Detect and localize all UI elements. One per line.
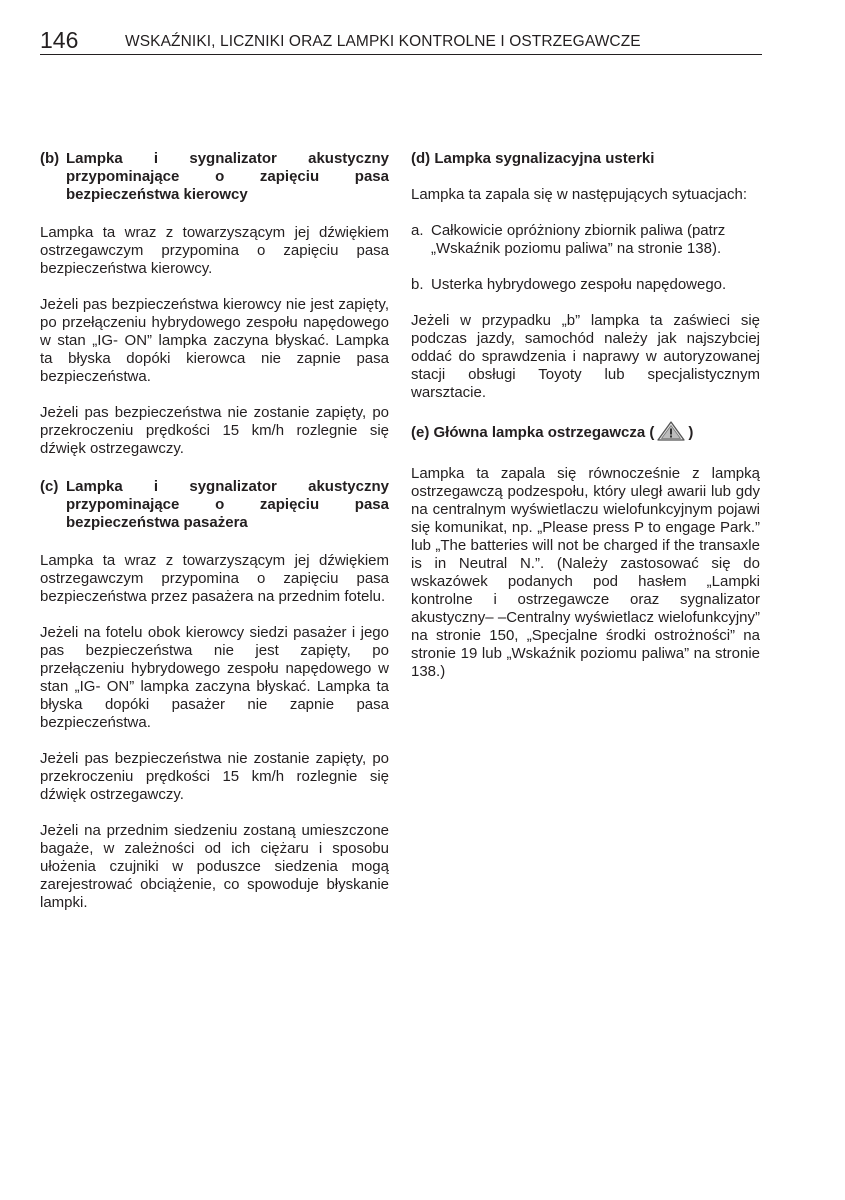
section-b-paragraph-1: Lampka ta wraz z towarzyszącym jej dźwiękiem ostrzegawczym przypomina o zapięciu pasa bezpieczeństwa kierowcy. <box>40 224 389 277</box>
page-header <box>40 26 762 56</box>
section-e-heading-text: (e) Główna lampka ostrzegawcza ( <box>411 424 655 441</box>
section-c-paragraph-3: Jeżeli pas bezpieczeństwa nie zostanie zapięty, po przekroczeniu prędkości 15 km/h rozlegnie się dźwięk ostrzegawczy. <box>40 750 389 803</box>
warning-triangle-icon <box>656 420 686 447</box>
section-e-paragraph-1: Lampka ta zapala się równocześnie z lampką ostrzegawczą podzespołu, który uległ awarii lub gdy na centralnym wyświetlaczu wielofunkcyjnym pojawi się komunikat, np. „Please press P to engage Park.” lub „The batteries will not be charged if the transaxle is in Neutral N.”. (Należy zastosować się do wskazówek podanych pod hasłem „Lampki kontrolne i ostrzegawcze oraz sygnalizator akustyczny– –Centralny wyświetlacz wielofunkcyjny” na stronie 150, „Specjalne środki ostrożności” na stronie 19 lub „Wskaźnik poziomu paliwa” na stronie 138.) <box>411 465 760 680</box>
section-b-title: Lampka i sygnalizator akustyczny przypominające o zapięciu pasa bezpieczeństwa kierowcy <box>66 150 389 203</box>
section-e-heading-close: ) <box>688 424 694 441</box>
section-b-paragraph-2: Jeżeli pas bezpieczeństwa kierowcy nie jest zapięty, po przełączeniu hybrydowego zespołu napędowego w stan „IG- ON” lampka zaczyna błyskać. Lampka ta błyska dopóki kierowca nie zapnie pasa bezpieczeństwa. <box>40 296 389 385</box>
list-item-b-text: Usterka hybrydowego zespołu napędowego. <box>431 276 727 293</box>
list-item-a <box>411 222 760 258</box>
section-b-label: (b) <box>40 150 60 167</box>
page-number: 146 <box>40 27 79 53</box>
left-column <box>40 150 389 912</box>
section-b-paragraph-3: Jeżeli pas bezpieczeństwa nie zostanie zapięty, po przekroczeniu prędkości 15 km/h rozlegnie się dźwięk ostrzegawczy. <box>40 404 389 457</box>
section-c-heading <box>40 478 389 532</box>
section-c-paragraph-1: Lampka ta wraz z towarzyszącym jej dźwiękiem ostrzegawczym przypomina o zapięciu pasa bezpieczeństwa przez pasażera na przednim fotelu. <box>40 552 389 605</box>
header-rule <box>40 54 762 55</box>
list-item-b-label: b. <box>411 276 424 293</box>
section-c-paragraph-4: Jeżeli na przednim siedzeniu zostaną umieszczone bagaże, w zależności od ich ciężaru i sposobu ułożenia czujniki w poduszce siedzenia mogą zarejestrować obciążenie, co spowoduje błyskanie lampki. <box>40 822 389 911</box>
section-d-paragraph-2: Jeżeli w przypadku „b” lampka ta zaświeci się podczas jazdy, samochód należy jak najszybciej oddać do sprawdzenia i naprawy w autoryzowanej stacji obsługi Toyoty lub specjalistycznym warsztacie. <box>411 312 760 401</box>
section-d-paragraph-1: Lampka ta zapala się w następujących sytuacjach: <box>411 186 748 203</box>
list-item-b <box>411 276 760 294</box>
list-item-a-text: Całkowicie opróżniony zbiornik paliwa (patrz „Wskaźnik poziomu paliwa” na stronie 138). <box>431 222 726 257</box>
running-title: WSKAŹNIKI, LICZNIKI ORAZ LAMPKI KONTROLNE I OSTRZEGAWCZE <box>125 33 641 50</box>
section-d-heading: (d) Lampka sygnalizacyjna usterki <box>411 150 655 167</box>
section-e-heading <box>411 420 760 447</box>
section-b-heading <box>40 150 389 204</box>
section-c-paragraph-2: Jeżeli na fotelu obok kierowcy siedzi pasażer i jego pas bezpieczeństwa nie jest zapięty, po przełączeniu hybrydowego zespołu napędowego w stan „IG- ON” lampka zaczyna błyskać. Lampka ta błyska dopóki pasażer nie zapnie pasa bezpieczeństwa. <box>40 624 389 731</box>
section-c-label: (c) <box>40 478 59 495</box>
list-item-a-label: a. <box>411 222 424 239</box>
right-column <box>411 150 760 681</box>
section-c-title: Lampka i sygnalizator akustyczny przypominające o zapięciu pasa bezpieczeństwa pasażera <box>66 478 389 531</box>
